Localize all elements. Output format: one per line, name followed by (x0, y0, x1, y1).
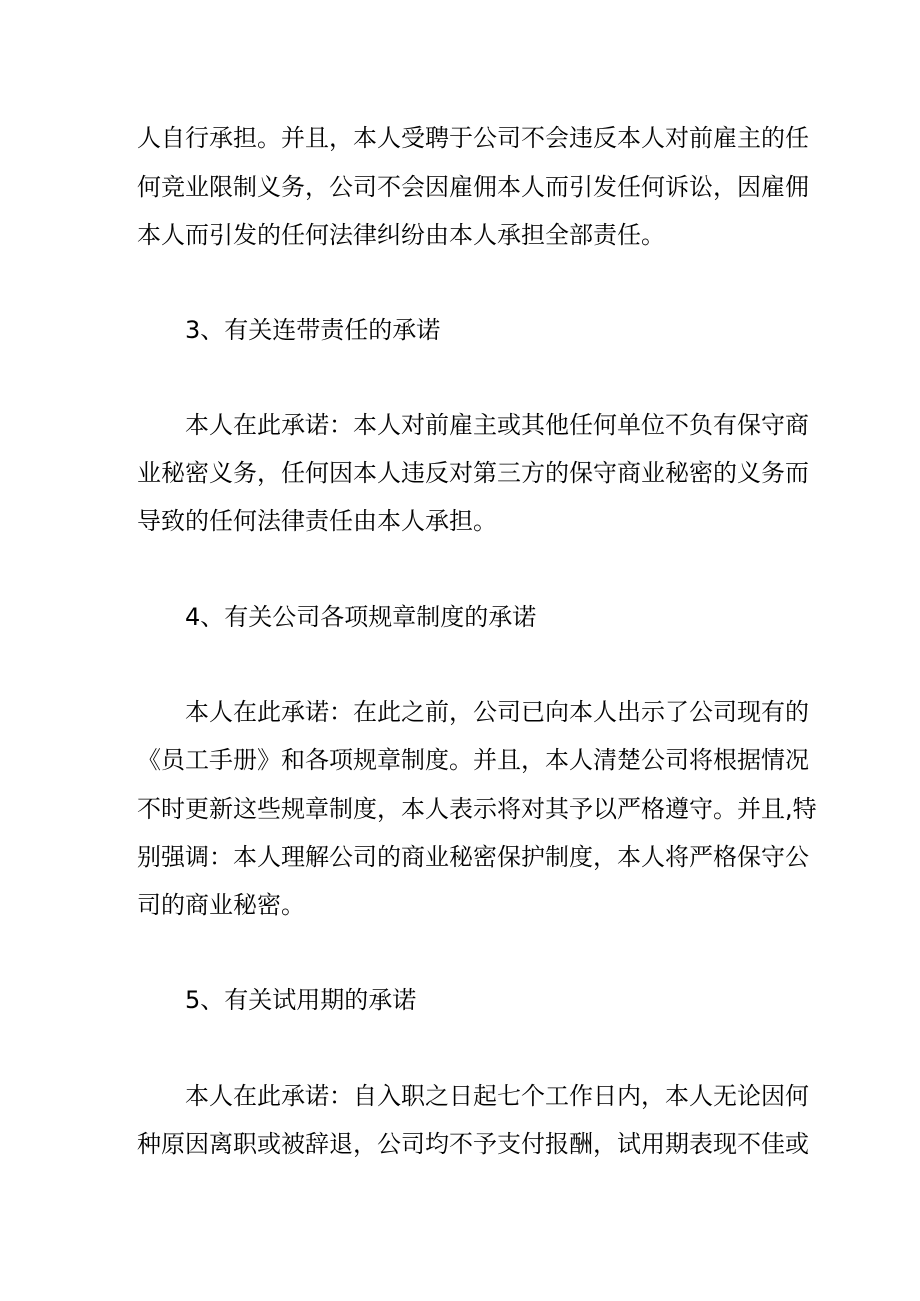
paragraph-line: 业秘密义务，任何因本人违反对第三方的保守商业秘密的义务而 (137, 459, 809, 487)
paragraph-line: 导致的任何法律责任由本人承担。 (137, 507, 497, 535)
paragraph-line: 司的商业秘密。 (137, 891, 305, 919)
paragraph-line: 《员工手册》和各项规章制度。并且，本人清楚公司将根据情况 (137, 746, 809, 774)
paragraph-line: 本人在此承诺：在此之前，公司已向本人出示了公司现有的 (185, 698, 809, 726)
section-3-heading: 3、有关连带责任的承诺 (185, 316, 441, 344)
paragraph-line: 别强调：本人理解公司的商业秘密保护制度，本人将严格保守公 (137, 843, 809, 871)
paragraph-line: 种原因离职或被辞退，公司均不予支付报酬，试用期表现不佳或 (137, 1130, 809, 1158)
section-5-heading: 5、有关试用期的承诺 (185, 986, 417, 1014)
paragraph-line: 本人而引发的任何法律纠纷由本人承担全部责任。 (137, 221, 665, 249)
paragraph-line: 不时更新这些规章制度，本人表示将对其予以严格遵守。并且,特 (137, 795, 817, 823)
paragraph-line: 本人在此承诺：本人对前雇主或其他任何单位不负有保守商 (185, 411, 809, 439)
paragraph-line: 本人在此承诺：自入职之日起七个工作日内，本人无论因何 (185, 1082, 809, 1110)
section-4-heading: 4、有关公司各项规章制度的承诺 (185, 603, 537, 631)
paragraph-line: 人自行承担。并且，本人受聘于公司不会违反本人对前雇主的任 (137, 124, 809, 152)
paragraph-line: 何竞业限制义务，公司不会因雇佣本人而引发任何诉讼，因雇佣 (137, 173, 809, 201)
